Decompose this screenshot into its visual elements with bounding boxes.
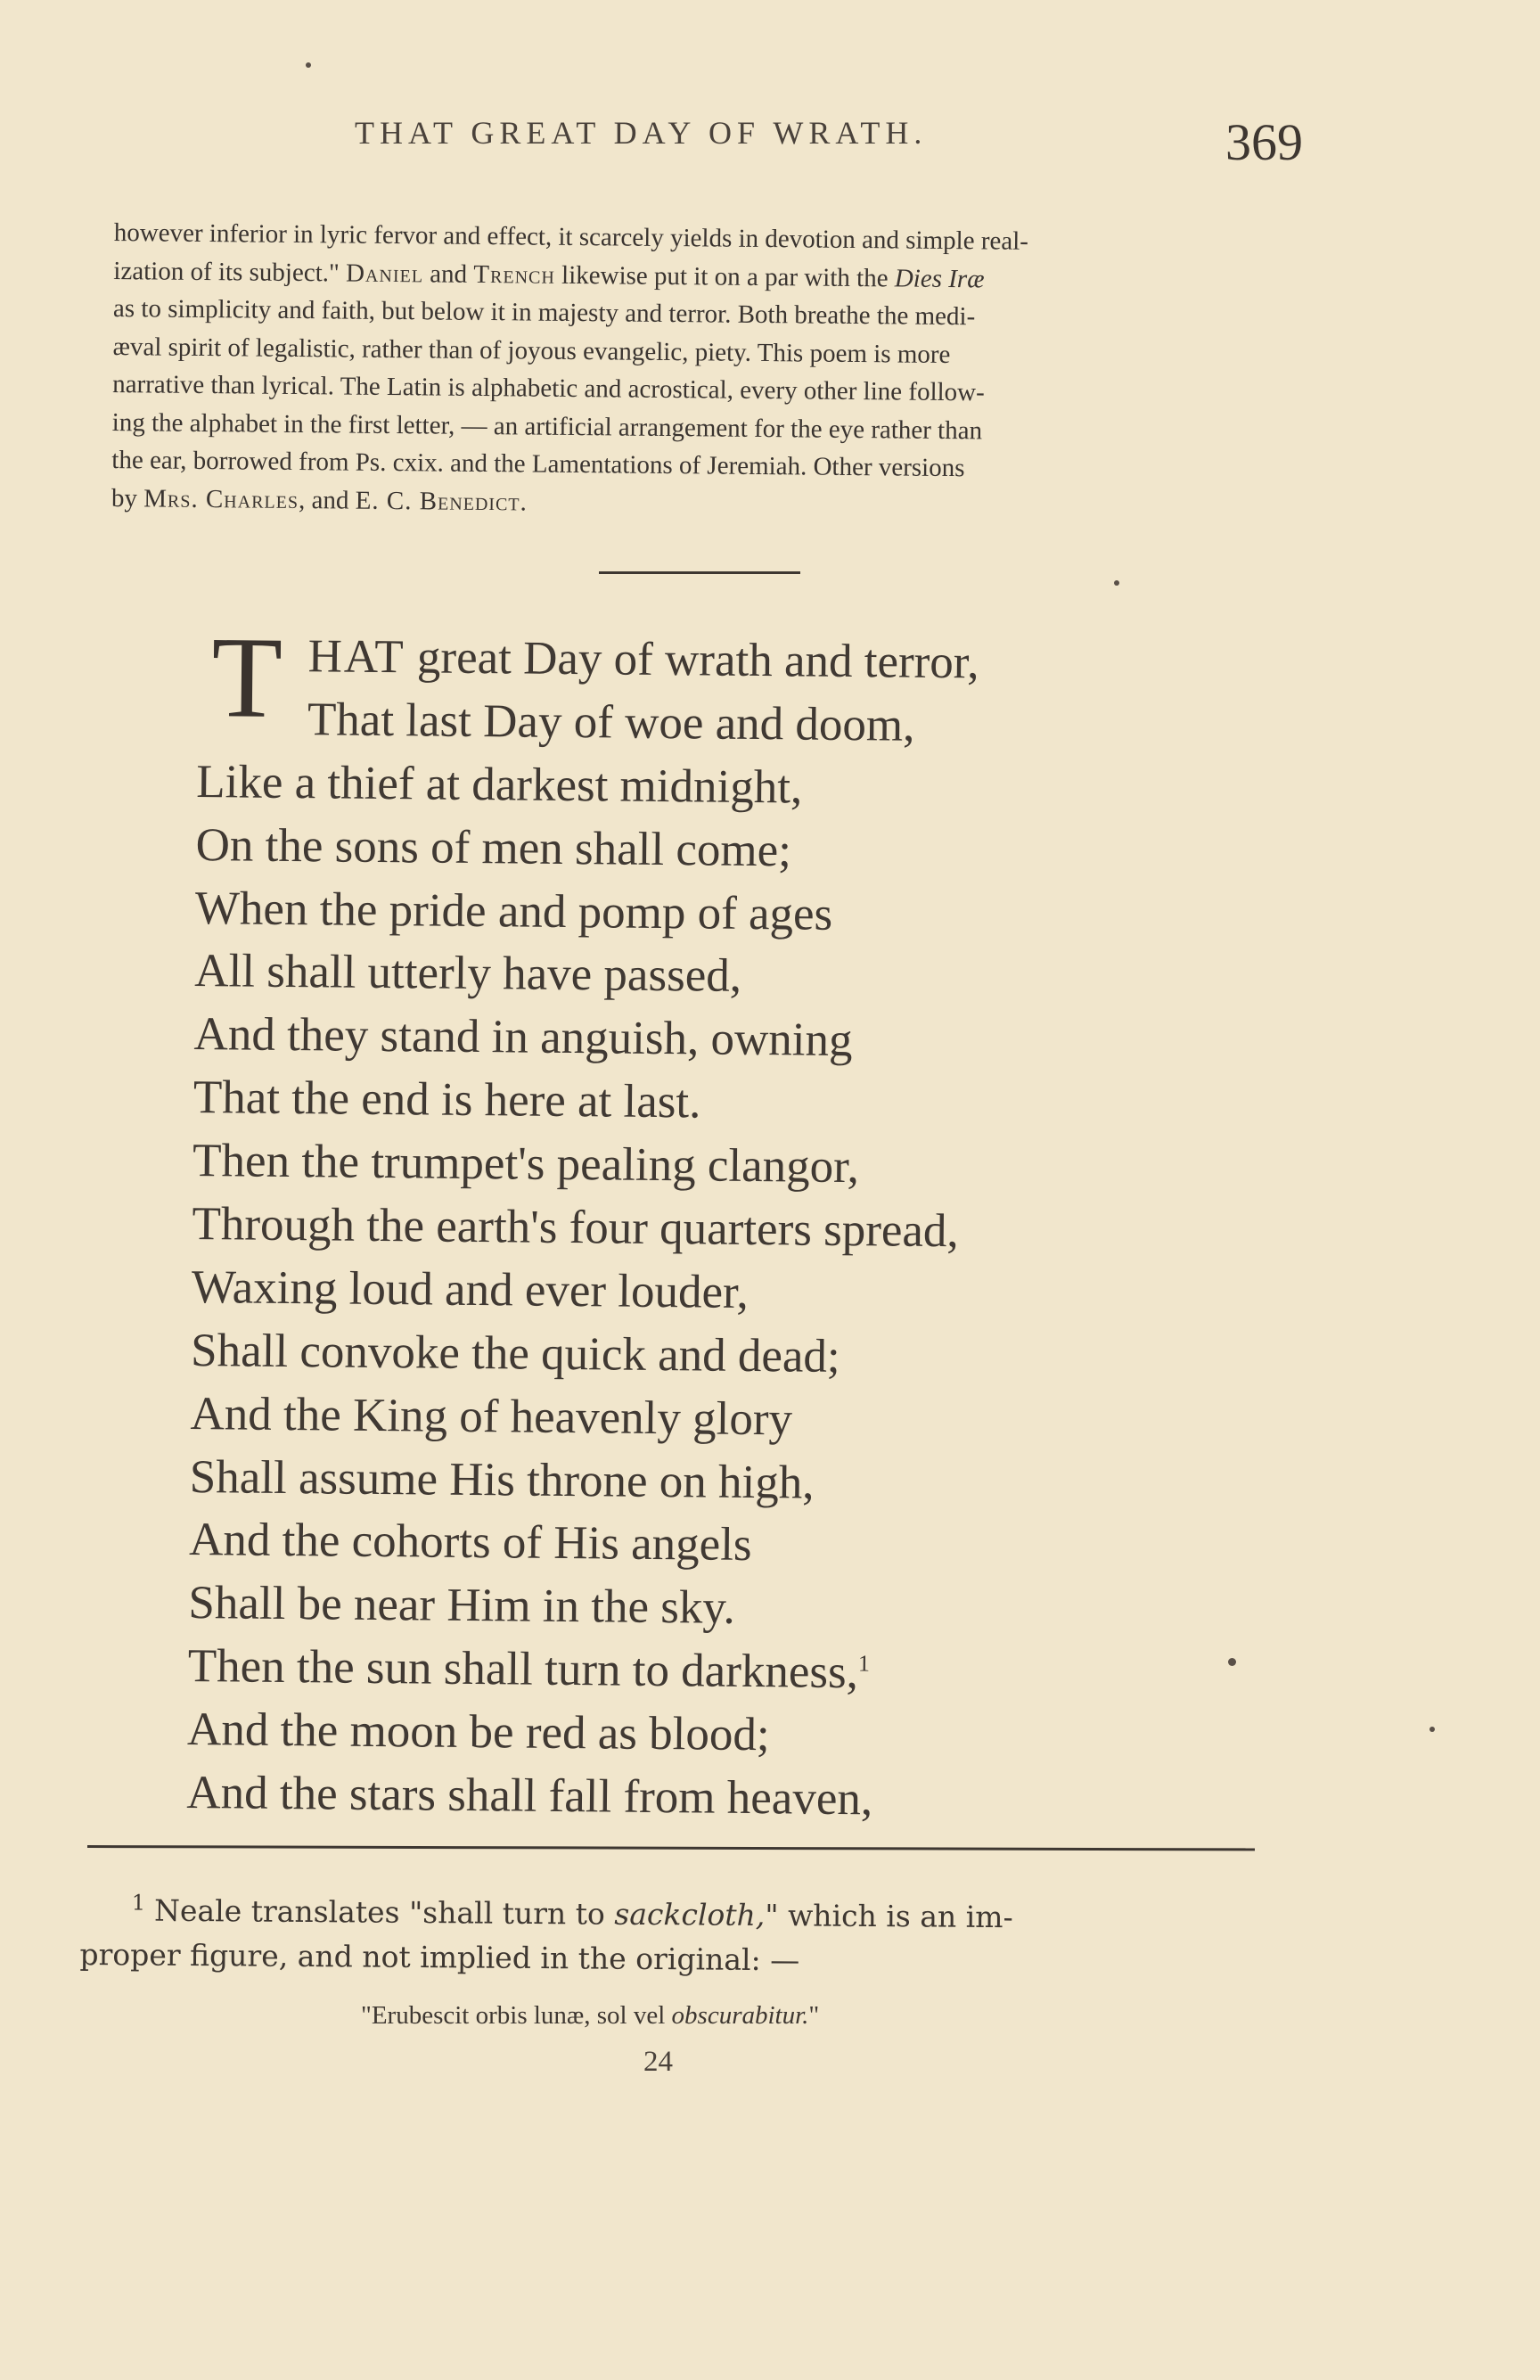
intro-paragraph — [111, 214, 1299, 529]
poem-line-text: Then the sun shall turn to darkness, — [187, 1640, 859, 1699]
intro-line: ing the alphabet in the first letter, — an artificial arrangement for the eye rather than — [111, 407, 983, 445]
intro-text: . — [520, 487, 528, 516]
poem-line: Waxing loud and ever louder, — [191, 1260, 750, 1318]
quote-italic: obscurabitur. — [671, 2001, 809, 2030]
poem-line: And the moon be red as blood; — [186, 1703, 770, 1761]
poem-line — [197, 624, 1223, 697]
poem-line: Shall be near Him in the sky. — [188, 1577, 736, 1635]
intro-line: as to simplicity and faith, but below it in majesty and terror. Both breathe the medi- — [112, 293, 976, 332]
author-name: Daniel — [345, 259, 424, 288]
print-speck — [1429, 1727, 1435, 1732]
intro-text: , and — [298, 485, 349, 515]
poem-line: When the pride and pomp of ages — [194, 882, 833, 940]
poem — [186, 613, 1223, 1834]
footnote-marker: 1 — [131, 1890, 146, 1916]
print-speck — [306, 62, 311, 68]
first-line-rest: great Day of wrath and terror, — [416, 631, 979, 689]
intro-line: however inferior in lyric fervor and effect, it scarcely yields in devotion and simple real- — [113, 217, 1029, 256]
page-number: 369 — [1225, 113, 1303, 171]
poem-line: All shall utterly have passed, — [193, 945, 742, 1003]
author-name: Trench — [473, 259, 556, 290]
latin-quote — [361, 2001, 819, 2031]
intro-text: and — [430, 259, 468, 289]
signature-mark: 24 — [643, 2046, 673, 2078]
poem-line: On the sons of men shall come; — [195, 818, 792, 877]
poem-line: And the cohorts of His angels — [188, 1514, 752, 1572]
poem-line: Through the earth's four quarters spread, — [192, 1197, 959, 1258]
drop-cap: T — [210, 613, 283, 743]
hymn-title: Dies Iræ — [894, 263, 985, 293]
intro-line: narrative than lyrical. The Latin is alphabetic and acrostical, every other line follow- — [112, 369, 985, 407]
poem-line: And the stars shall fall from heaven, — [186, 1766, 873, 1826]
quote-text: "Erubescit orbis lunæ, sol vel — [361, 2001, 666, 2030]
intro-text: ization of its subject." — [113, 256, 340, 287]
intro-text: likewise put it on a par with the — [561, 260, 889, 292]
poem-line: And the King of heavenly glory — [190, 1387, 793, 1446]
print-speck — [1114, 580, 1119, 586]
print-speck — [1228, 1658, 1236, 1666]
footnote-text: " which is an im- — [765, 1898, 1013, 1935]
poem-line: Then the trumpet's pealing clangor, — [192, 1135, 860, 1194]
footnote — [79, 1888, 1266, 1986]
author-name: Mrs. Charles — [143, 483, 299, 514]
first-word-caps: HAT — [307, 630, 405, 684]
intro-text: by — [111, 483, 138, 513]
footnote-line: proper figure, and not implied in the original: — — [79, 1936, 800, 1978]
poem-line: Like a thief at darkest midnight, — [196, 755, 803, 814]
footnote-text: Neale translates "shall turn to — [153, 1892, 606, 1932]
poem-line: Shall assume His throne on high, — [189, 1450, 815, 1509]
poem-line: That last Day of woe and doom, — [307, 693, 915, 751]
poem-line: And they stand in anguish, owning — [193, 1008, 853, 1067]
poem-line — [187, 1635, 1213, 1708]
footnote-reference[interactable]: 1 — [857, 1650, 871, 1677]
footnote-italic: sackcloth, — [614, 1896, 766, 1933]
quote-text: " — [808, 2001, 820, 2030]
running-title: THAT GREAT DAY OF WRATH. — [355, 115, 928, 151]
intro-line: æval spirit of legalistic, rather than of joyous evangelic, piety. This poem is more — [112, 332, 951, 369]
author-name: E. C. Benedict — [355, 486, 520, 516]
section-divider — [599, 571, 800, 574]
intro-line: the ear, borrowed from Ps. cxix. and the Lamentations of Jeremiah. Other versions — [111, 445, 965, 483]
poem-line: Shall convoke the quick and dead; — [190, 1324, 840, 1383]
poem-line: That the end is here at last. — [192, 1071, 701, 1128]
footnote-divider — [87, 1845, 1255, 1851]
